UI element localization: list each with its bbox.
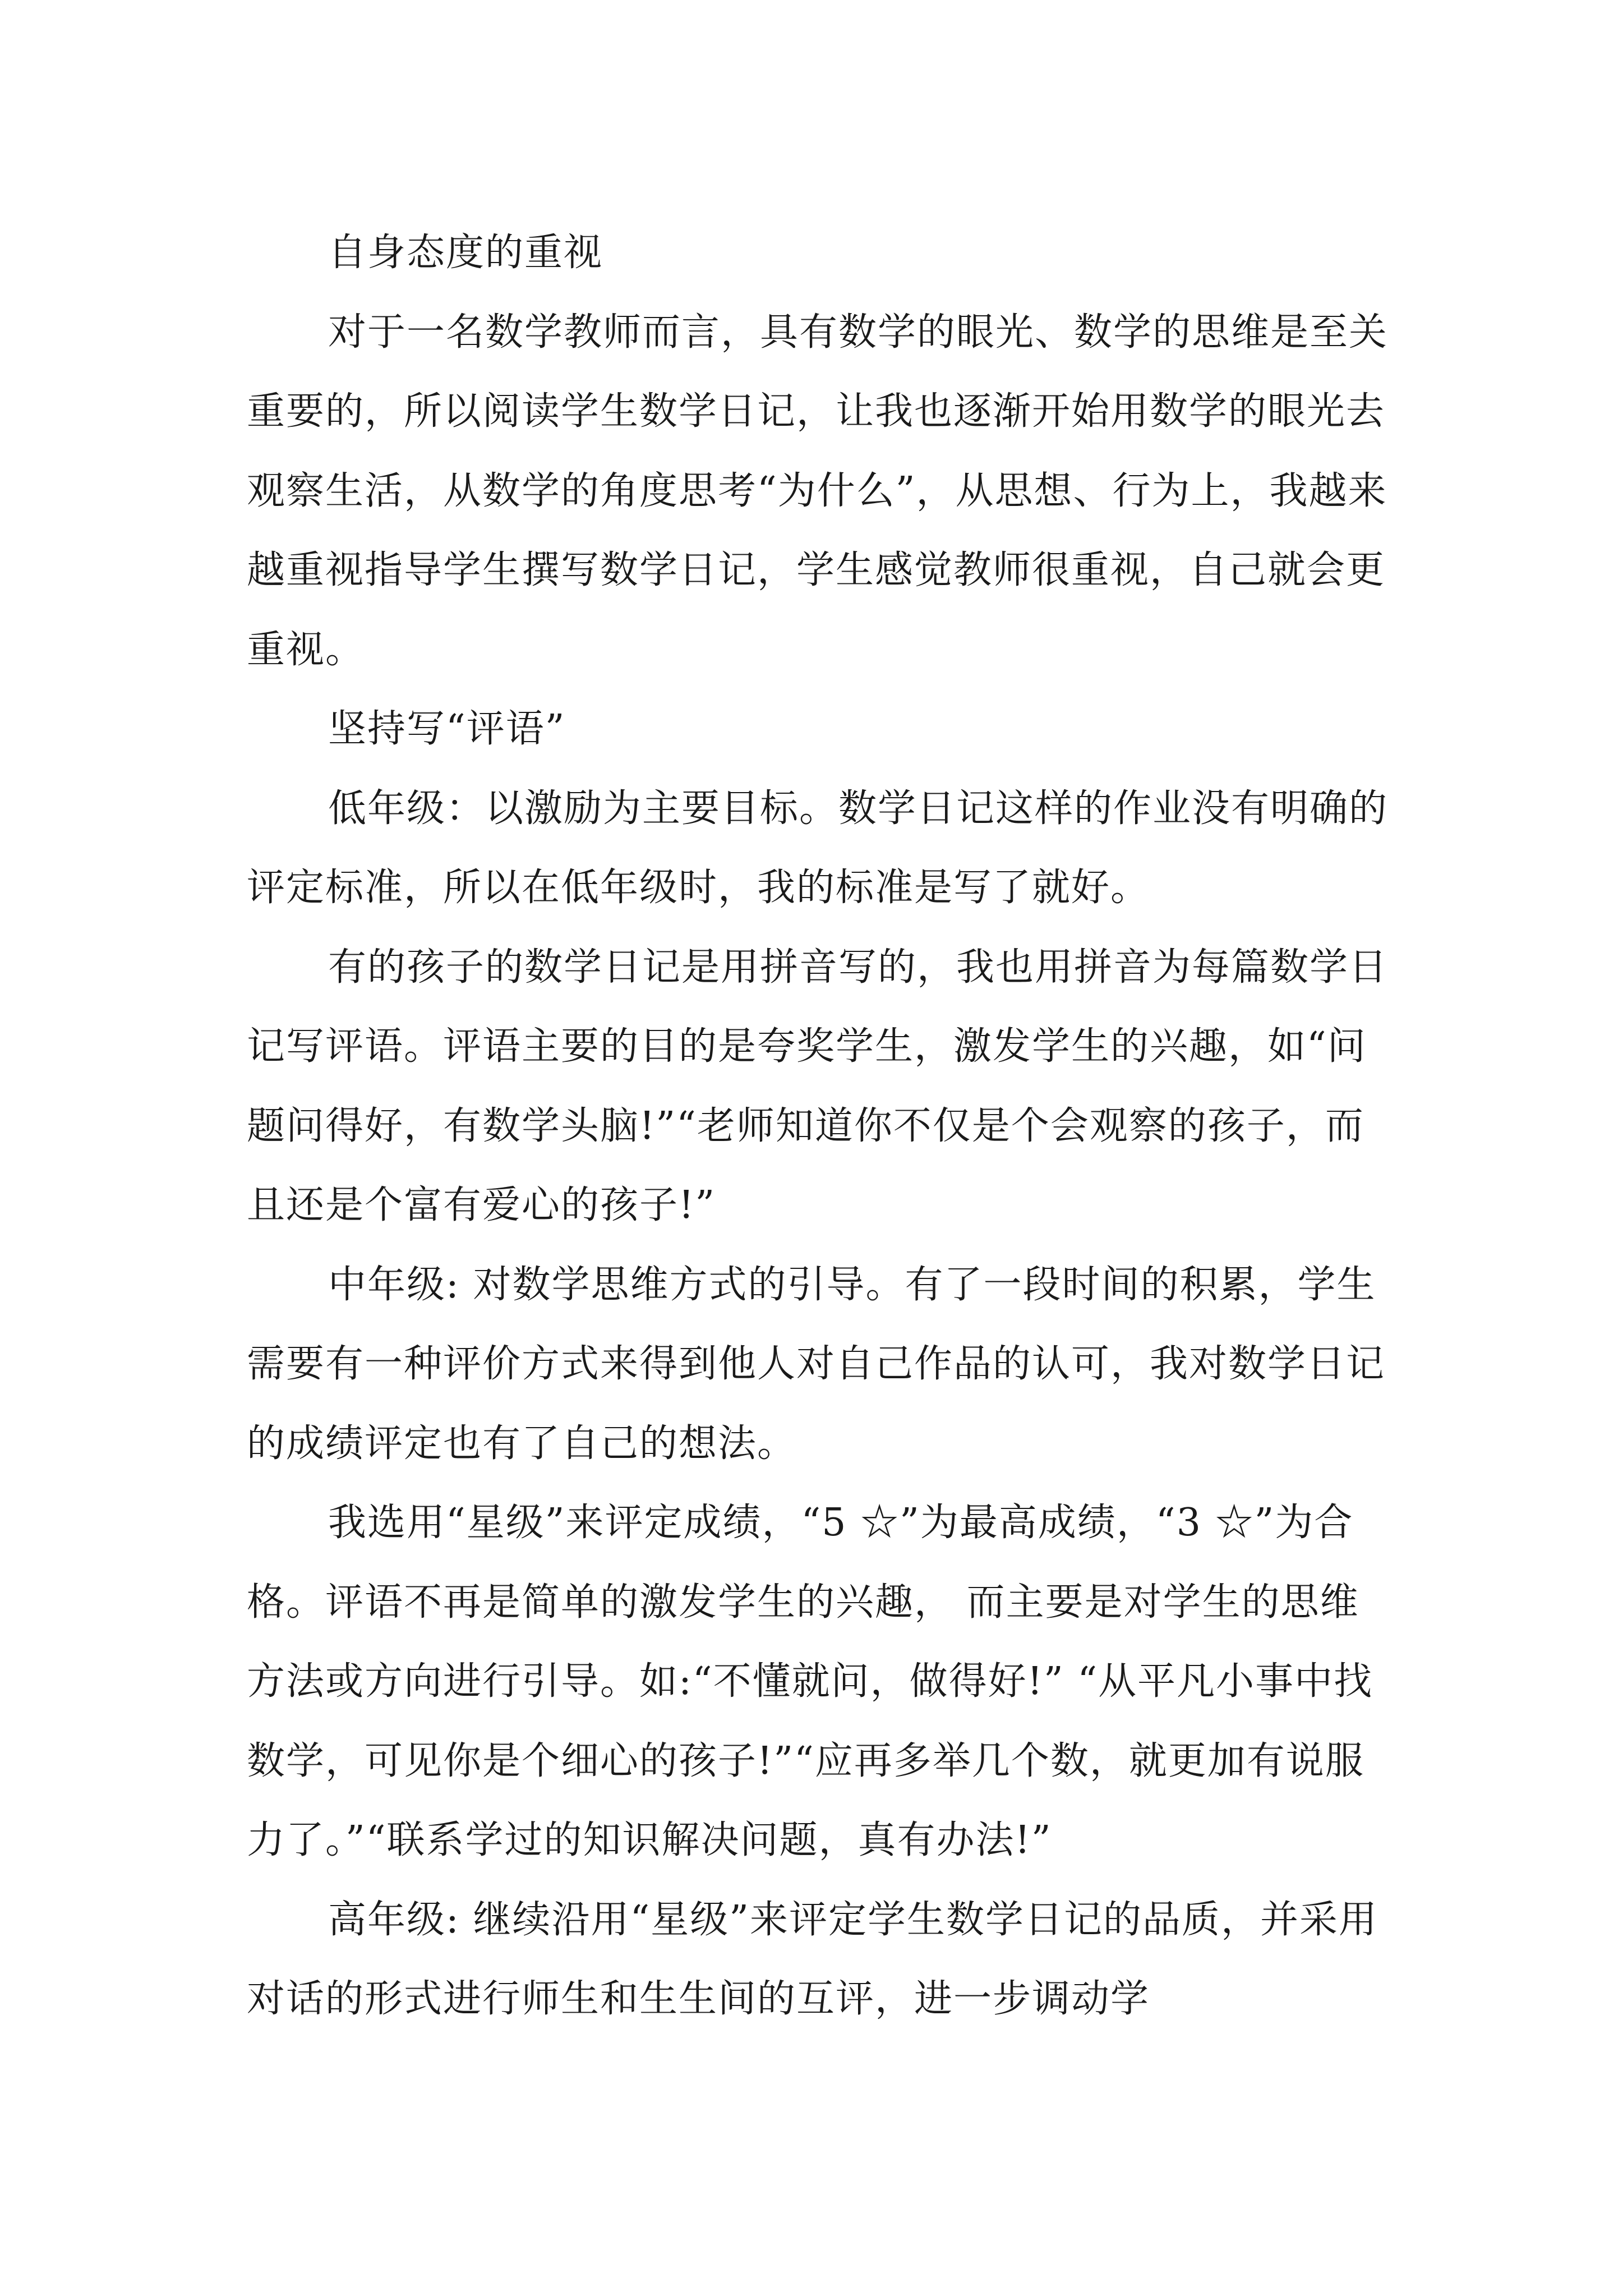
- paragraph: 高年级: 继续沿用“星级”来评定学生数学日记的品质，并采用对话的形式进行师生和生生间的互评，进一步调动学: [247, 1897, 1378, 2021]
- paragraph: 有的孩子的数学日记是用拼音写的，我也用拼音为每篇数学日记写评语。评语主要的目的是夸奖学生，激发学生的兴趣，如“问题问得好，有数学头脑!”“老师知道你不仅是个会观察的孩子，而且还是个富有爱心的孩子!”: [247, 945, 1389, 1227]
- document-page: [247, 213, 1391, 2039]
- paragraph: 我选用“星级”来评定成绩，“5 ☆”为最高成绩，“3 ☆”为合格。评语不再是简单的激发学生的兴趣， 而主要是对学生的思维方法或方向进行引导。如:“不懂就问，做得好!” “从平凡小事中找数学，可见你是个细心的孩子!”“应再多举几个数，就更加有说服力了。”“联系学过的知识解决问题，真有办法!”: [247, 1501, 1373, 1862]
- paragraph: 低年级：以激励为主要目标。数学日记这样的作业没有明确的评定标准，所以在低年级时，我的标准是写了就好。: [247, 786, 1389, 910]
- section-heading: 坚持写“评语”: [328, 707, 566, 751]
- paragraph: 对于一名数学教师而言，具有数学的眼光、数学的思维是至关重要的，所以阅读学生数学日记，让我也逐渐开始用数学的眼光去观察生活，从数学的角度思考“为什么”，从思想、行为上，我越来越重视指导学生撰写数学日记，学生感觉教师很重视，自己就会更重视。: [247, 310, 1389, 672]
- paragraph: 中年级: 对数学思维方式的引导。有了一段时间的积累，学生需要有一种评价方式来得到他人对自己作品的认可，我对数学日记的成绩评定也有了自己的想法。: [247, 1262, 1386, 1466]
- section-heading: 自身态度的重视: [328, 231, 603, 275]
